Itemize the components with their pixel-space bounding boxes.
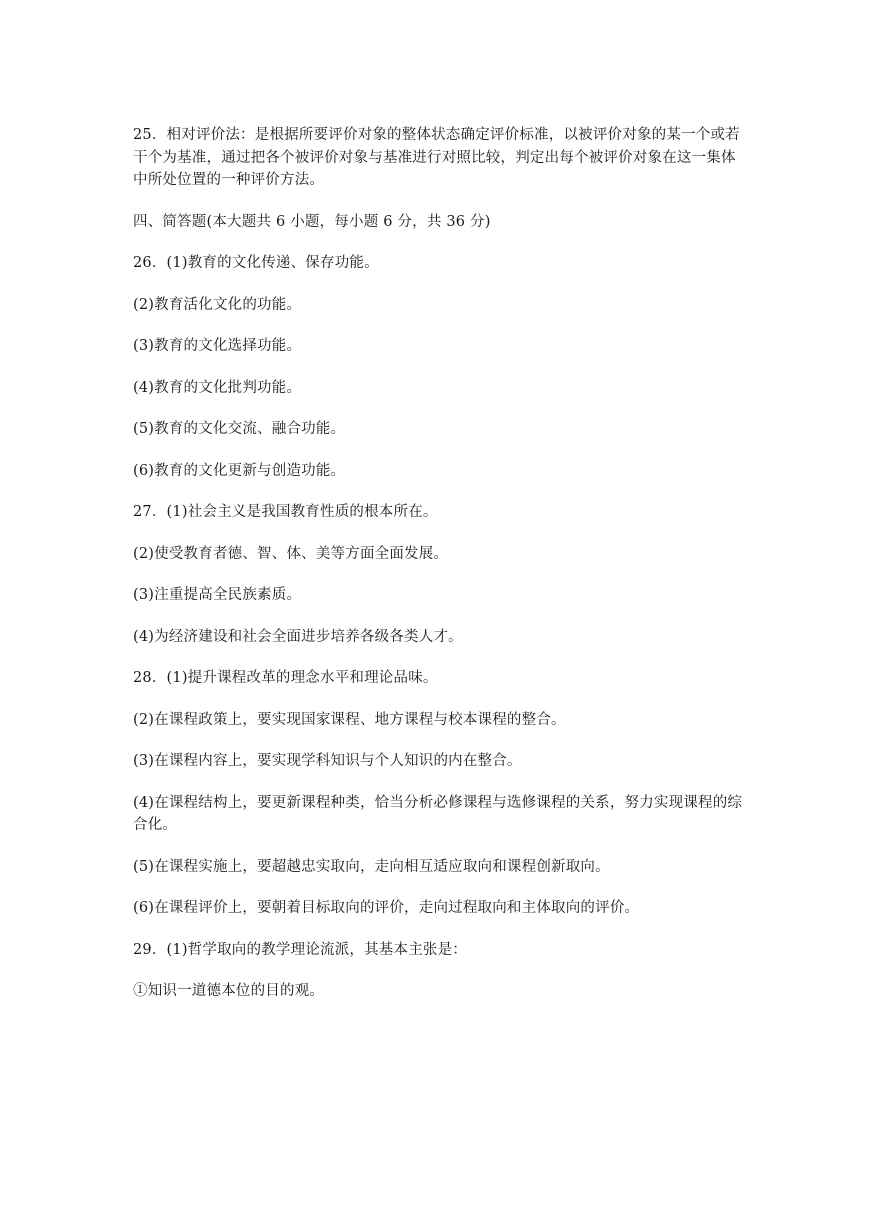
section-heading-short-answer: 四、简答题(本大题共 6 小题，每小题 6 分，共 36 分) [133,213,491,230]
answer-28-item-1: 28．(1)提升课程改革的理念水平和理论品味。 [133,670,438,686]
answer-27-item-1: 27．(1)社会主义是我国教育性质的根本所在。 [133,504,438,520]
answer-28-item-4: (4)在课程结构上，要更新课程种类，恰当分析必修课程与选修课程的关系，努力实现课程的综合化。 [133,794,743,833]
answer-26-item-6: (6)教育的文化更新与创造功能。 [133,462,346,479]
answer-26-item-1: 26．(1)教育的文化传递、保存功能。 [133,255,379,271]
paragraph-25-relative-evaluation: 25．相对评价法：是根据所要评价对象的整体状态确定评价标准，以被评价对象的某一个或若干个为基准，通过把各个被评价对象与基准进行对照比较，判定出每个被评价对象在这一集体中所处位置的一种评价方法。 [133,127,740,188]
answer-26-item-2: (2)教育活化文化的功能。 [133,296,302,313]
document-body [133,124,748,1022]
answer-27-item-2: (2)使受教育者德、智、体、美等方面全面发展。 [133,545,449,562]
answer-26-item-4: (4)教育的文化批判功能。 [133,379,302,396]
answer-26-item-5: (5)教育的文化交流、融合功能。 [133,421,346,437]
answer-27-item-4: (4)为经济建设和社会全面进步培养各级各类人才。 [133,628,463,645]
answer-29-subitem-1: ①知识一道德本位的目的观。 [133,983,325,999]
answer-26-item-3: (3)教育的文化选择功能。 [133,338,302,354]
answer-28-item-2: (2)在课程政策上，要实现国家课程、地方课程与校本课程的整合。 [133,711,566,728]
answer-28-item-3: (3)在课程内容上，要实现学科知识与个人知识的内在整合。 [133,753,522,769]
answer-28-item-6: (6)在课程评价上，要朝着目标取向的评价，走向过程取向和主体取向的评价。 [133,900,640,916]
answer-29-item-1: 29．(1)哲学取向的教学理论流派，其基本主张是： [133,941,467,958]
answer-27-item-3: (3)注重提高全民族素质。 [133,587,302,603]
answer-28-item-5: (5)在课程实施上，要超越忠实取向，走向相互适应取向和课程创新取向。 [133,858,610,875]
